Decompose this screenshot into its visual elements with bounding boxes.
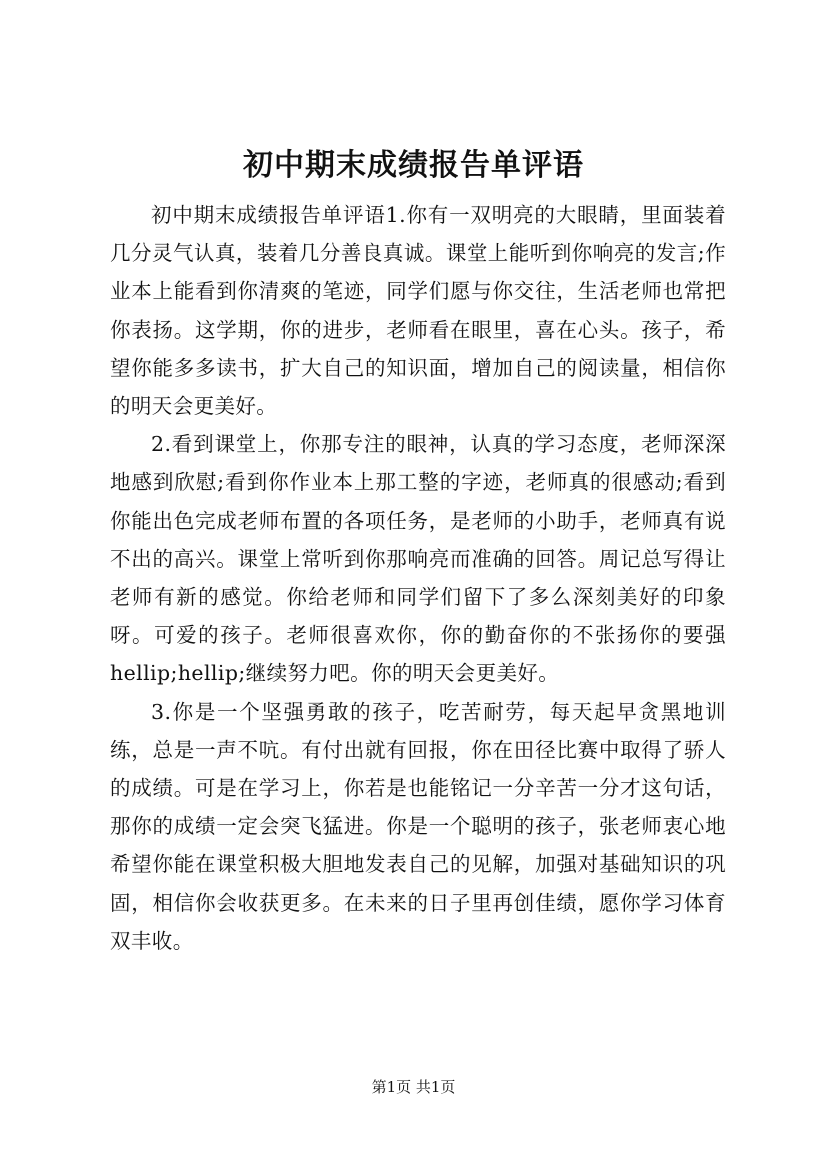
paragraph-2: 2.看到课堂上，你那专注的眼神，认真的学习态度，老师深深地感到欣慰;看到你作业本上那工整的字迹，老师真的很感动;看到你能出色完成老师布置的各项任务，是老师的小助手，老师真有说不出的高兴。课堂上常听到你那响亮而准确的回答。周记总写得让老师有新的感觉。你给老师和同学们留下了多么深刻美好的印象呀。可爱的孩子。老师很喜欢你，你的勤奋你的不张扬你的要强hellip;hellip;继续努力吧。你的明天会更美好。 xyxy=(110,432,726,686)
page-footer: 第1页 共1页 xyxy=(371,1078,456,1096)
paragraph-1: 初中期末成绩报告单评语1.你有一双明亮的大眼睛，里面装着几分灵气认真，装着几分善良真诚。课堂上能听到你响亮的发言;作业本上能看到你清爽的笔迹，同学们愿与你交往，生活老师也常把你表扬。这学期，你的进步，老师看在眼里，喜在心头。孩子，希望你能多多读书，扩大自己的知识面，增加自己的阅读量，相信你的明天会更美好。 xyxy=(110,203,726,419)
paragraph-3: 3.你是一个坚强勇敢的孩子，吃苦耐劳，每天起早贪黑地训练，总是一声不吭。有付出就有回报，你在田径比赛中取得了骄人的成绩。可是在学习上，你若是也能铭记一分辛苦一分才这句话，那你的成绩一定会突飞猛进。你是一个聪明的孩子，张老师衷心地希望你能在课堂积极大胆地发表自己的见解，加强对基础知识的巩固，相信你会收获更多。在未来的日子里再创佳绩，愿你学习体育双丰收。 xyxy=(110,699,726,953)
document-body xyxy=(110,196,726,960)
document-title: 初中期末成绩报告单评语 xyxy=(243,148,584,183)
